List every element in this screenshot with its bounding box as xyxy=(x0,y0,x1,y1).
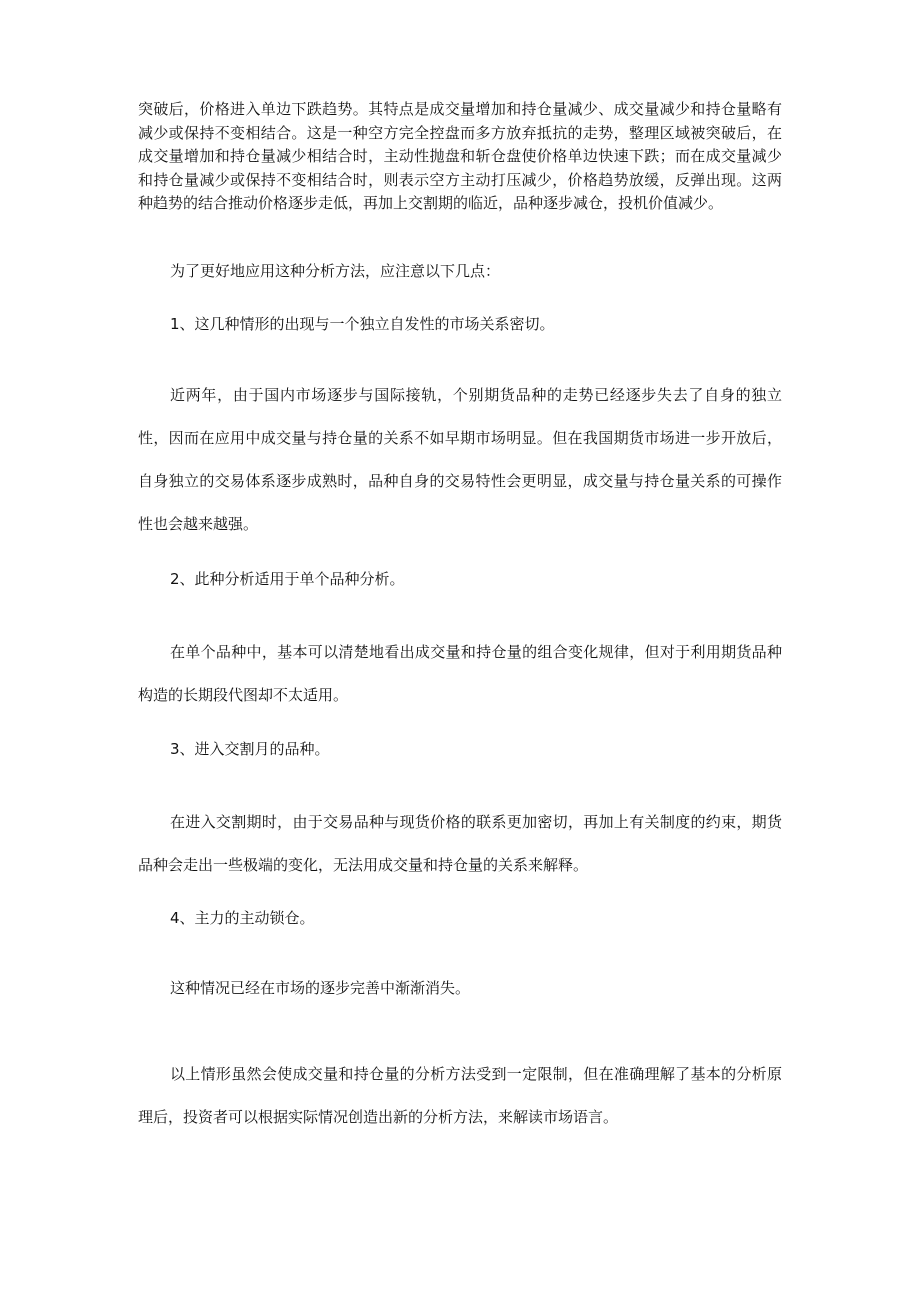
point-1-heading: 1、这几种情形的出现与一个独立自发性的市场关系密切。 xyxy=(170,315,555,333)
conclusion-paragraph: 以上情形虽然会使成交量和持仓量的分析方法受到一定限制，但在准确理解了基本的分析原理后，投资者可以根据实际情况创造出新的分析方法，来解读市场语言。 xyxy=(138,1065,782,1126)
point-4-body: 这种情况已经在市场的逐步完善中渐渐消失。 xyxy=(170,979,471,997)
point-2-body: 在单个品种中，基本可以清楚地看出成交量和持仓量的组合变化规律，但对于利用期货品种构造的长期段代图却不太适用。 xyxy=(138,643,782,704)
point-2-heading: 2、此种分析适用于单个品种分析。 xyxy=(170,570,405,588)
point-3-body: 在进入交割期时，由于交易品种与现货价格的联系更加密切，再加上有关制度的约束，期货品种会走出一些极端的变化，无法用成交量和持仓量的关系来解释。 xyxy=(138,813,782,874)
intro-paragraph: 突破后，价格进入单边下跌趋势。其特点是成交量增加和持仓量减少、成交量减少和持仓量略有减少或保持不变相结合。这是一种空方完全控盘而多方放弃抵抗的走势，整理区域被突破后，在成交量增加和持仓量减少相结合时，主动性抛盘和斩仓盘使价格单边快速下跌；而在成交量减少和持仓量减少或保持不变相结合时，则表示空方主动打压减少，价格趋势放缓，反弹出现。这两种趋势的结合推动价格逐步走低，再加上交割期的临近，品种逐步减仓，投机价值减少。 xyxy=(138,100,782,212)
point-3-heading: 3、进入交割月的品种。 xyxy=(170,740,330,758)
point-4-heading: 4、主力的主动锁仓。 xyxy=(170,909,315,927)
point-1-body: 近两年，由于国内市场逐步与国际接轨，个别期货品种的走势已经逐步失去了自身的独立性，因而在应用中成交量与持仓量的关系不如早期市场明显。但在我国期货市场进一步开放后，自身独立的交易体系逐步成熟时，品种自身的交易特性会更明显，成交量与持仓量关系的可操作性也会越来越强。 xyxy=(138,386,782,533)
lead-sentence: 为了更好地应用这种分析方法，应注意以下几点： xyxy=(170,262,501,280)
